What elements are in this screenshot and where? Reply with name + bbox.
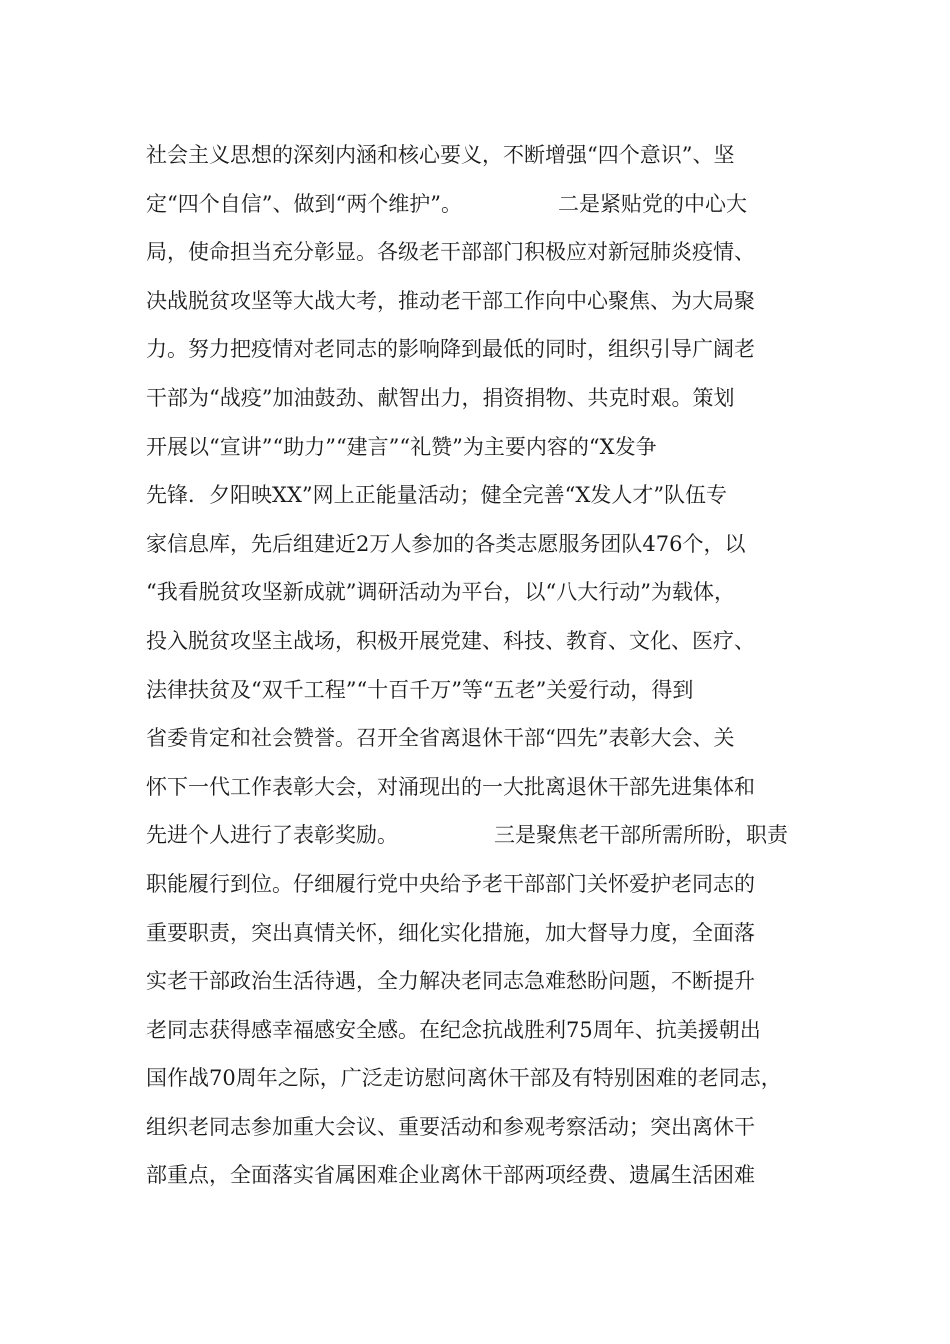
text-line: 社会主义思想的深刻内涵和核心要义，不断增强“四个意识”、坚: [146, 143, 735, 167]
text-line: 局，使命担当充分彰显。各级老干部部门积极应对新冠肺炎疫情、: [146, 240, 755, 265]
text-line: 职能履行到位。仔细履行党中央给予老干部部门关怀爱护老同志的: [146, 871, 755, 896]
text-line: 投入脱贫攻坚主战场，积极开展党建、科技、教育、文化、医疗、: [146, 628, 755, 653]
text-line: “我看脱贫攻坚新成就”调研活动为平台，以“八大行动”为载体，: [146, 580, 735, 605]
text-line: 组织老同志参加重大会议、重要活动和参观考察活动；突出离休干: [146, 1114, 755, 1139]
text-line: 干部为“战疫”加油鼓劲、献智出力，捐资捐物、共克时艰。策划: [146, 385, 735, 410]
text-line: 家信息库，先后组建近2万人参加的各类志愿服务团队476个，以: [146, 531, 746, 556]
text-segment: 三是聚焦老干部所需所盼，职责: [494, 823, 788, 848]
text-line: 部重点，全面落实省属困难企业离休干部两项经费、遗属生活困难: [146, 1163, 755, 1188]
text-line: 省委肯定和社会赞誉。召开全省离退休干部“四先”表彰大会、关: [146, 726, 735, 751]
text-segment: 定“四个自信”、做到“两个维护”。: [146, 191, 462, 216]
text-segment: 二是紧贴党的中心大: [557, 191, 747, 216]
text-line: 实老干部政治生活待遇，全力解决老同志急难愁盼问题，不断提升: [146, 969, 755, 994]
text-segment: 先进个人进行了表彰奖励。: [146, 823, 398, 848]
text-line: [146, 811, 826, 860]
text-line: 怀下一代工作表彰大会，对涌现出的一大批离退休干部先进集体和: [146, 774, 755, 799]
text-line: 重要职责，突出真情关怀，细化实化措施，加大督导力度，全面落: [146, 920, 755, 945]
text-line: 法律扶贫及“双千工程”“十百千万”等“五老”关爱行动，得到: [146, 677, 694, 702]
text-line: 决战脱贫攻坚等大战大考，推动老干部工作向中心聚焦、为大局聚: [146, 288, 755, 313]
text-line: 老同志获得感幸福感安全感。在纪念抗战胜利75周年、抗美援朝出: [146, 1017, 761, 1042]
text-line: 先锋．夕阳映XX”网上正能量活动；健全完善“X发人才”队伍专: [146, 483, 728, 508]
text-line: 开展以“宣讲”“助力”“建言”“礼赞”为主要内容的“X发争: [146, 434, 657, 459]
text-line: [146, 180, 826, 229]
text-line: 力。努力把疫情对老同志的影响降到最低的同时，组织引导广阔老: [146, 337, 755, 362]
body-text: [146, 131, 826, 1200]
text-line: 国作战70周年之际，广泛走访慰问离休干部及有特别困难的老同志，: [146, 1066, 782, 1091]
